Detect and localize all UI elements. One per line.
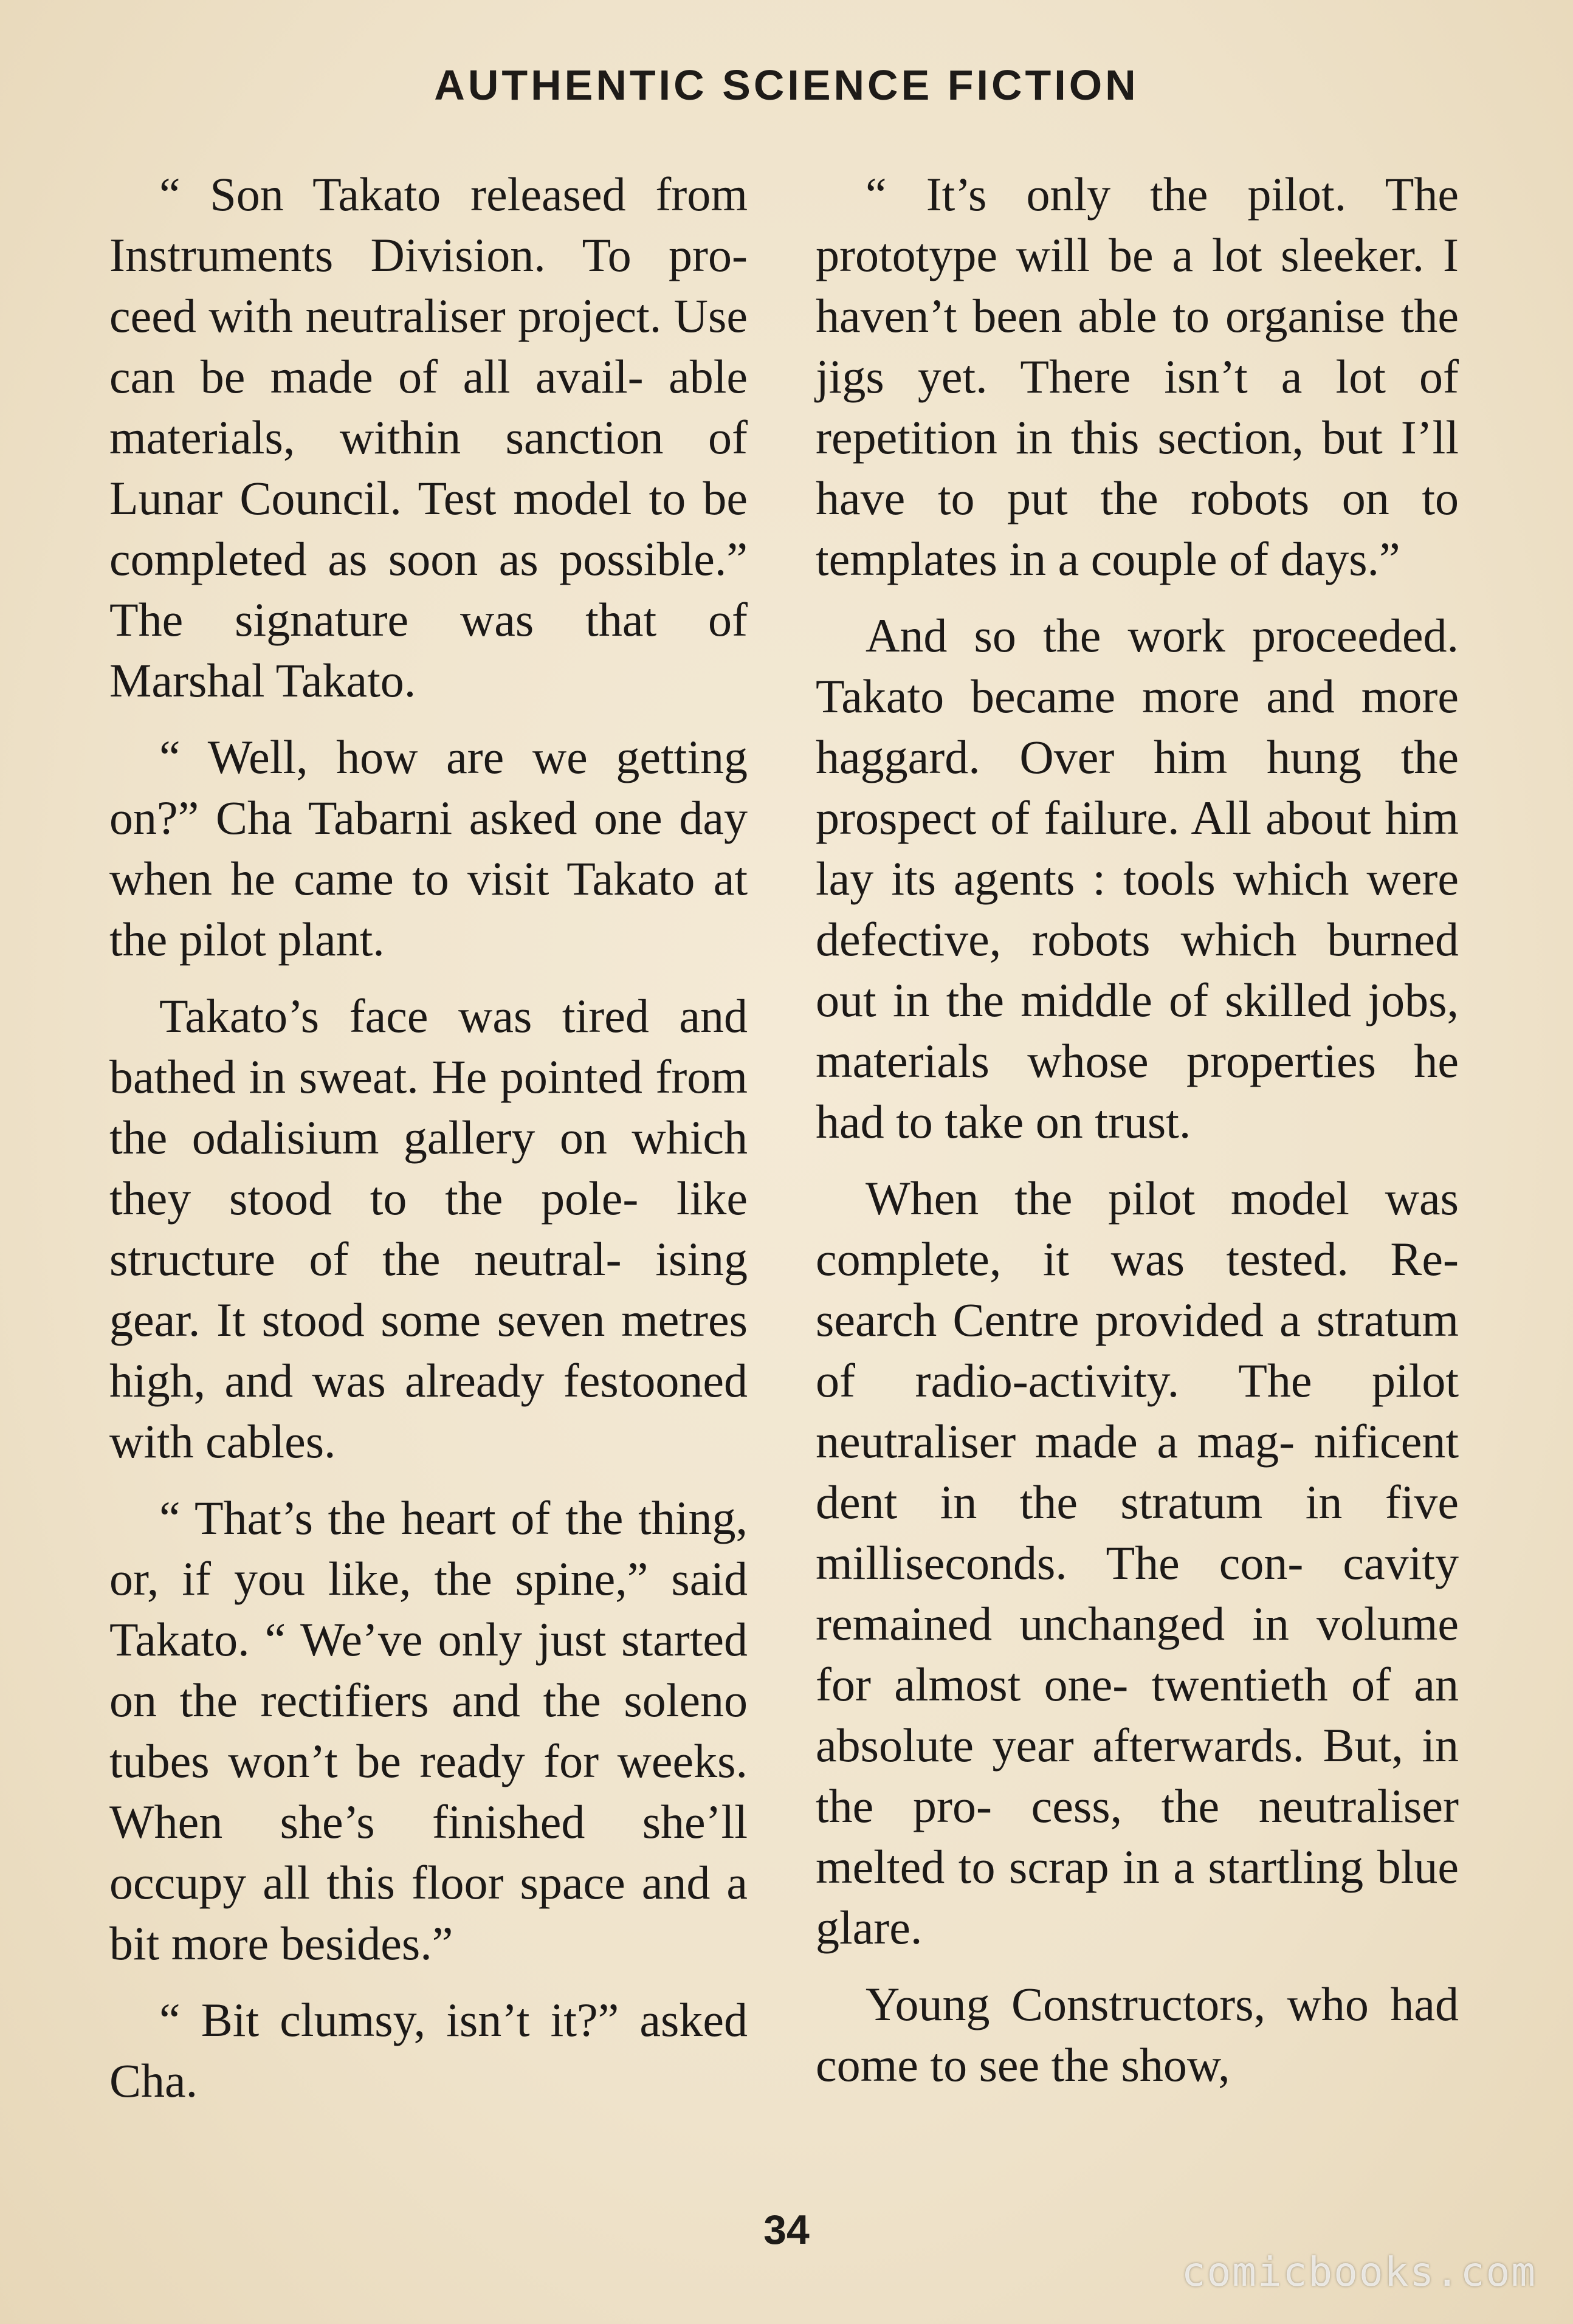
page-number: 34 bbox=[763, 2207, 810, 2253]
watermark-text: comicbooks.com bbox=[1181, 2249, 1537, 2295]
paragraph: “ It’s only the pilot. The prototype will be a lot sleeker. I haven’t been able to organise the jigs yet. There isn’t a lot of repetition in this section, but I’ll have to put the robots on to templates in a couple of days.” bbox=[816, 168, 1459, 585]
running-title: AUTHENTIC SCIENCE FICTION bbox=[434, 61, 1139, 109]
paragraph: Young Constructors, who had come to see the show, bbox=[816, 1978, 1459, 2091]
paragraph: “ Bit clumsy, isn’t it?” asked Cha. bbox=[109, 1993, 748, 2107]
paragraph: And so the work proceeded. Takato became more and more haggard. Over him hung the prospect of failure. All about him lay its agents : tools which were defective, robots which burned out in the middle of skilled jobs, materials whose properties he had to take on trust. bbox=[816, 609, 1459, 1148]
paragraph: When the pilot model was complete, it was tested. Re- search Centre provided a stratum of radio-activity. The pilot neutraliser made a mag- nificent dent in the stratum in five milliseconds. The con- cavity remained unchanged in volume for almost one- twentieth of an absolute year afterwards. But, in the pro- cess, the neutraliser melted to scrap in a startling blue glare. bbox=[816, 1172, 1459, 1954]
paragraph: “ Son Takato released from Instruments Division. To pro- ceed with neutraliser project. Use can be made of all avail- able materials, within sanction of Lunar Council. Test model to be completed as soon as possible.” The signature was that of Marshal Takato. bbox=[109, 168, 748, 707]
right-text-column bbox=[816, 164, 1459, 2111]
paragraph: Takato’s face was tired and bathed in sweat. He pointed from the odalisium gallery on which they stood to the pole- like structure of the neutral- ising gear. It stood some seven metres high, and was already festooned with cables. bbox=[109, 989, 748, 1468]
paragraph: “ That’s the heart of the thing, or, if you like, the spine,” said Takato. “ We’ve only just started on the rectifiers and the soleno tubes won’t be ready for weeks. When she’s finished she’ll occupy all this floor space and a bit more besides.” bbox=[109, 1491, 748, 1970]
paragraph: “ Well, how are we getting on?” Cha Tabarni asked one day when he came to visit Takato at the pilot plant. bbox=[109, 731, 748, 966]
left-text-column bbox=[109, 164, 748, 2127]
